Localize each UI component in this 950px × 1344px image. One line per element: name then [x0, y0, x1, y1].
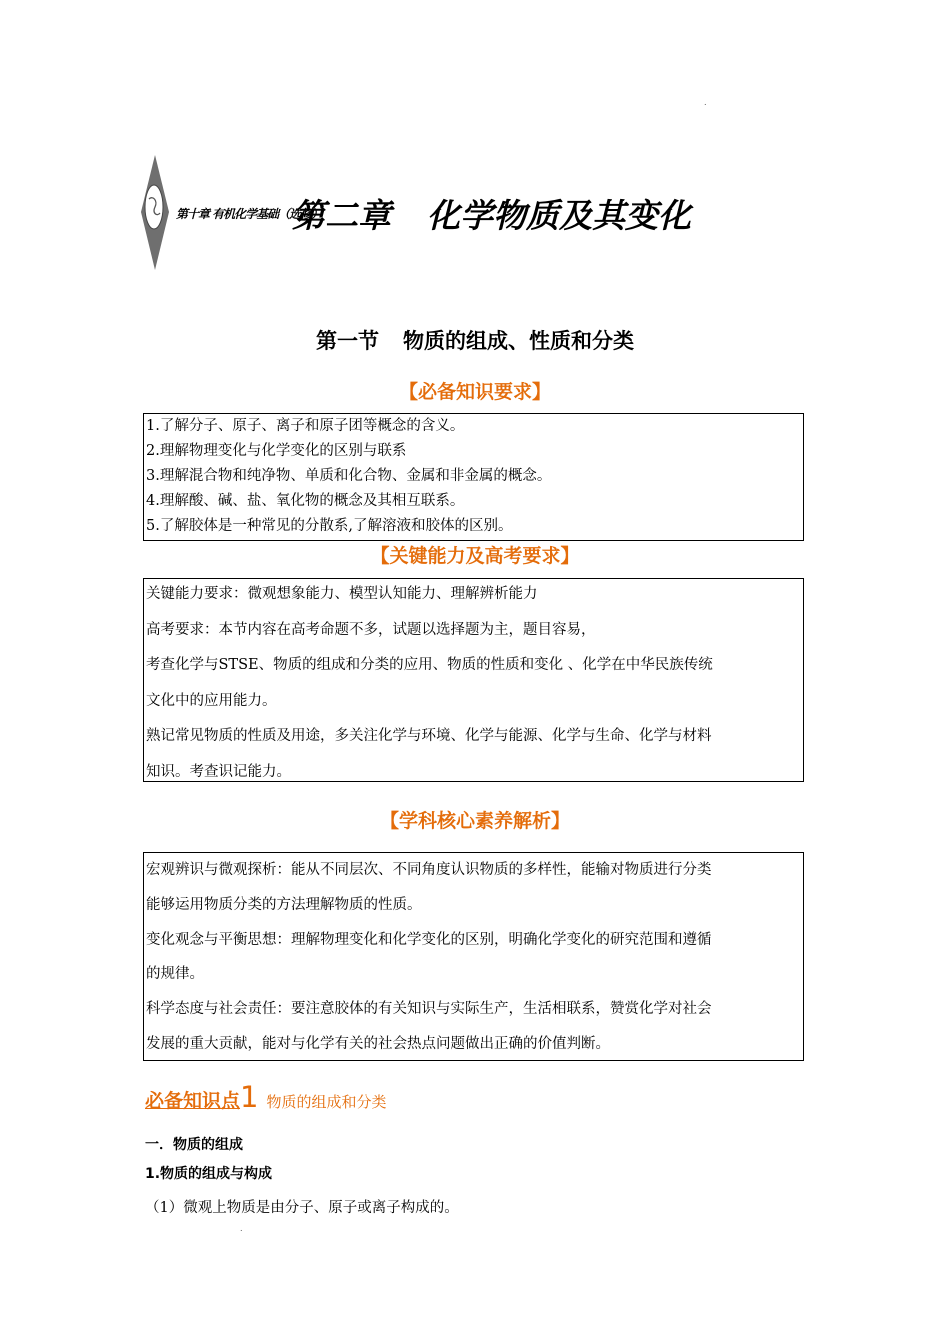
key-ability-heading: 【关键能力及高考要求】 [370, 545, 580, 567]
core-literacy-line: 能够运用物质分类的方法理解物质的性质。 [146, 896, 422, 913]
core-literacy-box [143, 852, 804, 1061]
core-literacy-line: 变化观念与平衡思想：理解物理变化和化学变化的区别，明确化学变化的研究范围和遵循 [146, 931, 712, 948]
key-ability-line: 知识。考查识记能力。 [146, 763, 291, 780]
key-ability-line: 高考要求：本节内容在高考命题不多，试题以选择题为主，题目容易， [146, 621, 596, 638]
page-speck: . [240, 1224, 243, 1233]
required-knowledge-item: 2.理解物理变化与化学变化的区别与联系 [146, 443, 407, 459]
page-speck: . [704, 98, 707, 107]
key-ability-line: 文化中的应用能力。 [146, 692, 277, 709]
required-knowledge-item: 5.了解胶体是一种常见的分散系,了解溶液和胶体的区别。 [146, 518, 513, 534]
required-knowledge-item: 1.了解分子、原子、离子和原子团等概念的含义。 [146, 418, 465, 434]
required-knowledge-item: 3.理解混合物和纯净物、单质和化合物、金属和非金属的概念。 [146, 468, 552, 484]
chapter-emblem-icon [140, 155, 170, 270]
body-heading-2: 1.物质的组成与构成 [145, 1166, 273, 1182]
chapter-small-label: 第十章 有机化学基础（选修） [176, 207, 323, 221]
knowledge-point-label: 必备知识点 [145, 1090, 241, 1112]
knowledge-point-number: 1 [240, 1080, 259, 1114]
chapter-number: 第二章 [292, 196, 391, 235]
required-knowledge-heading: 【必备知识要求】 [398, 381, 551, 403]
key-ability-line: 熟记常见物质的性质及用途，多关注化学与环境、化学与能源、化学与生命、化学与材料 [146, 728, 712, 745]
section-title [0, 325, 950, 355]
key-ability-line: 关键能力要求：微观想象能力、模型认知能力、理解辨析能力 [146, 586, 538, 602]
section-name: 物质的组成、性质和分类 [403, 329, 634, 353]
core-literacy-line: 的规律。 [146, 966, 204, 983]
knowledge-point-subtitle: 物质的组成和分类 [266, 1093, 387, 1111]
core-literacy-line: 发展的重大贡献，能对与化学有关的社会热点问题做出正确的价值判断。 [146, 1035, 610, 1052]
body-paragraph: （1）微观上物质是由分子、原子或离子构成的。 [145, 1200, 459, 1216]
body-heading-1: 一．物质的组成 [145, 1137, 243, 1153]
key-ability-box [143, 578, 804, 782]
required-knowledge-box [143, 413, 804, 541]
section-number: 第一节 [316, 329, 379, 353]
key-ability-line: 考查化学与STSE、物质的组成和分类的应用、物质的性质和变化 、化学在中华民族传统 [146, 657, 713, 674]
chapter-title [292, 190, 691, 237]
chapter-name: 化学物质及其变化 [427, 196, 691, 235]
core-literacy-heading: 【学科核心素养解析】 [379, 810, 570, 832]
core-literacy-line: 宏观辨识与微观探析：能从不同层次、不同角度认识物质的多样性，能输对物质进行分类 [146, 862, 712, 878]
core-literacy-line: 科学态度与社会责任：要注意胶体的有关知识与实际生产，生活相联系，赞赏化学对社会 [146, 1001, 712, 1018]
required-knowledge-item: 4.理解酸、碱、盐、氧化物的概念及其相互联系。 [146, 493, 465, 509]
knowledge-point-title [145, 1080, 386, 1114]
